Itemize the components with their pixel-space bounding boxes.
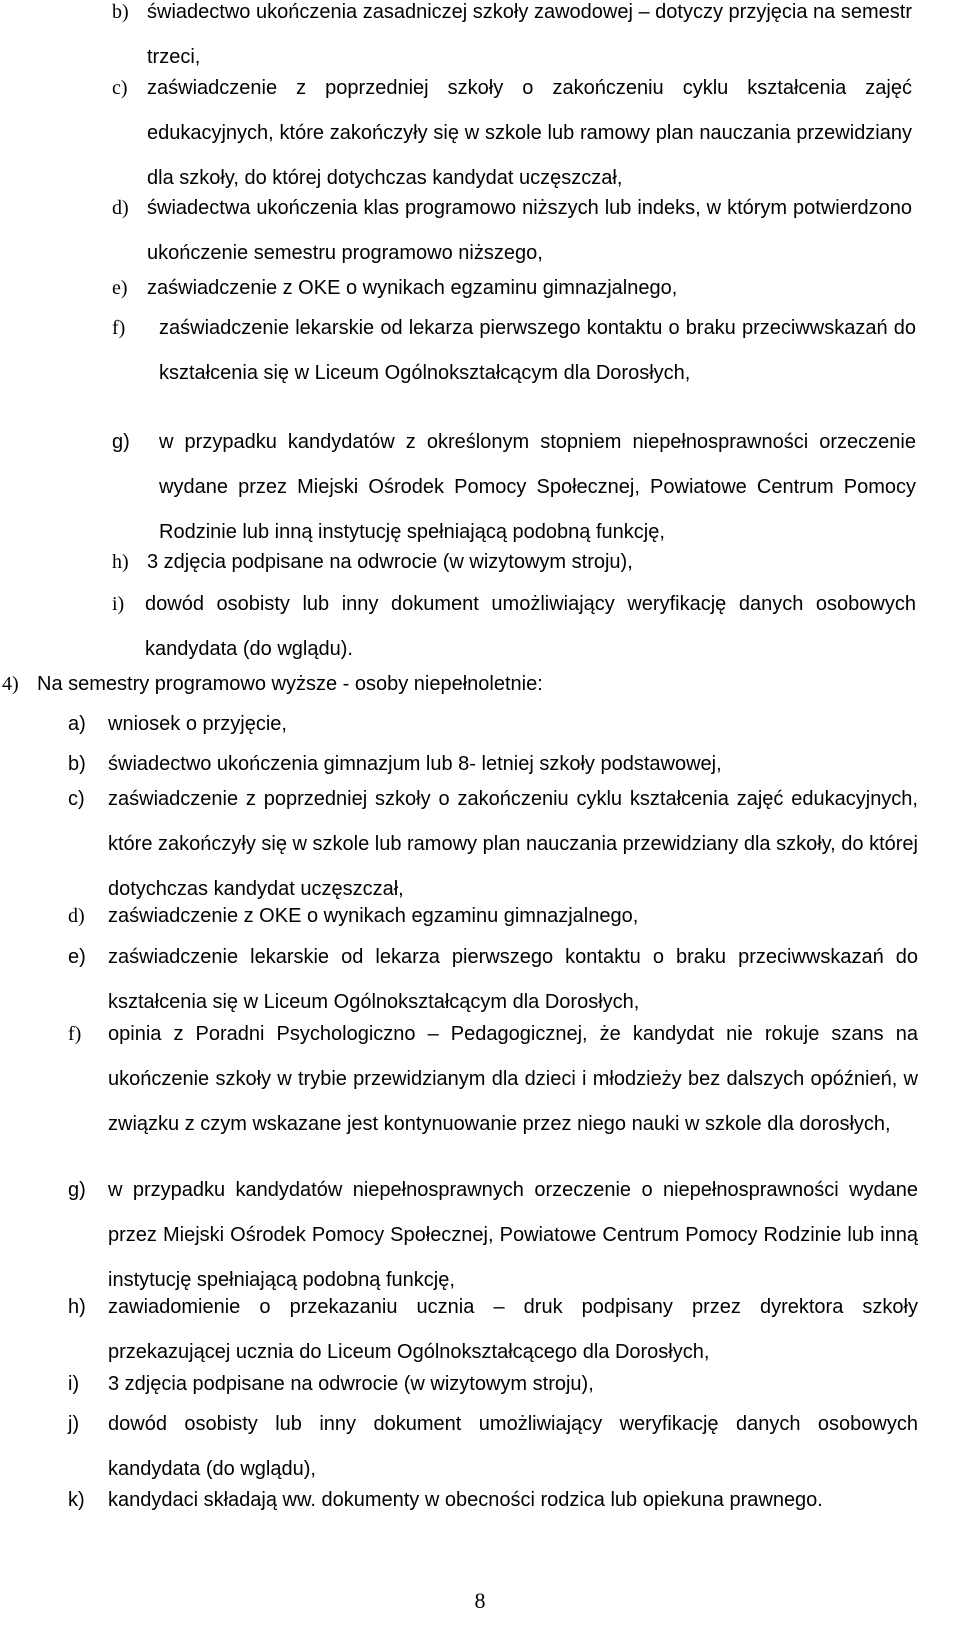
list-marker: e) bbox=[68, 946, 86, 968]
list-marker: c) bbox=[68, 788, 85, 810]
list-item-text: zaświadczenie lekarskie od lekarza pierwszego kontaktu o braku przeciwwskazań do kształcenia się w Liceum Ogólnokształcącym dla Dorosłych, bbox=[108, 946, 918, 1013]
list-marker: i) bbox=[68, 1373, 80, 1395]
list-marker: b) bbox=[112, 1, 129, 23]
list-item-text: świadectwa ukończenia klas programowo niższych lub indeks, w którym potwierdzono ukończenie semestru programowo niższego, bbox=[147, 197, 912, 264]
list-item-text: zaświadczenie z OKE o wynikach egzaminu gimnazjalnego, bbox=[147, 277, 678, 299]
list-item-e bbox=[112, 266, 912, 311]
list-item-text: świadectwo ukończenia zasadniczej szkoły zawodowej – dotyczy przyjęcia na semestr trzeci, bbox=[147, 1, 912, 68]
list-item-g bbox=[68, 1168, 918, 1303]
list-marker: b) bbox=[68, 753, 86, 775]
list-marker: e) bbox=[112, 277, 128, 299]
list-marker: h) bbox=[112, 551, 129, 573]
list-item-i bbox=[68, 1362, 918, 1407]
list-item-f bbox=[68, 1012, 918, 1147]
list-item-text: zawiadomienie o przekazaniu ucznia – druk podpisany przez dyrektora szkoły przekazującej ucznia do Liceum Ogólnokształcącego dla Dorosłych, bbox=[108, 1296, 918, 1363]
list-item-i bbox=[112, 582, 916, 672]
list-item-text: zaświadczenie lekarskie od lekarza pierwszego kontaktu o braku przeciwwskazań do kształcenia się w Liceum Ogólnokształcącym dla Dorosłych, bbox=[159, 317, 916, 384]
list-marker: g) bbox=[68, 1179, 86, 1201]
list-marker: i) bbox=[112, 593, 125, 615]
list-item-c bbox=[112, 66, 912, 201]
list-item-text: 3 zdjęcia podpisane na odwrocie (w wizytowym stroju), bbox=[147, 551, 633, 573]
list-item-text: zaświadczenie z poprzedniej szkoły o zakończeniu cyklu kształcenia zajęć edukacyjnych, które zakończyły się w szkole lub ramowy plan nauczania przewidziany dla szkoły, do której dotychczas kandydat uczęszczał, bbox=[147, 77, 912, 189]
section-heading-text: Na semestry programowo wyższe - osoby niepełnoletnie: bbox=[37, 673, 543, 695]
page-number: 8 bbox=[474, 1588, 486, 1613]
list-item-text: w przypadku kandydatów z określonym stopniem niepełnosprawności orzeczenie wydane przez Miejski Ośrodek Pomocy Społecznej, Powiatowe Centrum Pomocy Rodzinie lub inną instytucję spełniającą podobną funkcję, bbox=[159, 431, 916, 543]
list-marker: g) bbox=[112, 431, 130, 453]
list-item-text: 3 zdjęcia podpisane na odwrocie (w wizytowym stroju), bbox=[108, 1373, 594, 1395]
list-item-text: zaświadczenie z OKE o wynikach egzaminu gimnazjalnego, bbox=[108, 905, 639, 927]
section-heading bbox=[2, 662, 902, 707]
list-marker: h) bbox=[68, 1296, 86, 1318]
list-item-f bbox=[112, 306, 916, 396]
list-item-a bbox=[68, 702, 918, 747]
list-item-d bbox=[112, 186, 912, 276]
list-item-text: w przypadku kandydatów niepełnosprawnych orzeczenie o niepełnosprawności wydane przez Miejski Ośrodek Pomocy Społecznej, Powiatowe Centrum Pomocy Rodzinie lub inną instytucję spełniającą podobną funkcję, bbox=[108, 1179, 918, 1291]
list-item-h bbox=[112, 540, 912, 585]
list-marker: k) bbox=[68, 1489, 85, 1511]
list-item-k bbox=[68, 1478, 918, 1523]
list-marker: c) bbox=[112, 77, 128, 99]
list-item-text: opinia z Poradni Psychologiczno – Pedagogicznej, że kandydat nie rokuje szans na ukończenie szkoły w trybie przewidzianym dla dzieci i młodzieży bez dalszych opóźnień, w związku z czym wskazane jest kontynuowanie przez niego nauki w szkole dla dorosłych, bbox=[108, 1023, 918, 1135]
list-item-text: dowód osobisty lub inny dokument umożliwiający weryfikację danych osobowych kandydata (do wglądu), bbox=[108, 1413, 918, 1480]
list-marker: d) bbox=[68, 905, 85, 927]
list-item-g bbox=[112, 420, 916, 555]
list-marker: f) bbox=[112, 317, 126, 339]
list-item-text: dowód osobisty lub inny dokument umożliwiający weryfikację danych osobowych kandydata (do wglądu). bbox=[145, 593, 916, 660]
list-item-d bbox=[68, 894, 918, 939]
list-item-text: zaświadczenie z poprzedniej szkoły o zakończeniu cyklu kształcenia zajęć edukacyjnych, które zakończyły się w szkole lub ramowy plan nauczania przewidziany dla szkoły, do której dotychczas kandydat uczęszczał, bbox=[108, 788, 918, 900]
list-marker: d) bbox=[112, 197, 129, 219]
list-item-text: kandydaci składają ww. dokumenty w obecności rodzica lub opiekuna prawnego. bbox=[108, 1489, 823, 1511]
list-marker: j) bbox=[68, 1413, 80, 1435]
list-item-text: wniosek o przyjęcie, bbox=[108, 713, 287, 735]
list-item-c bbox=[68, 777, 918, 912]
section-marker: 4) bbox=[2, 673, 19, 695]
list-item-text: świadectwo ukończenia gimnazjum lub 8- letniej szkoły podstawowej, bbox=[108, 753, 722, 775]
list-marker: a) bbox=[68, 713, 86, 735]
list-marker: f) bbox=[68, 1023, 82, 1045]
